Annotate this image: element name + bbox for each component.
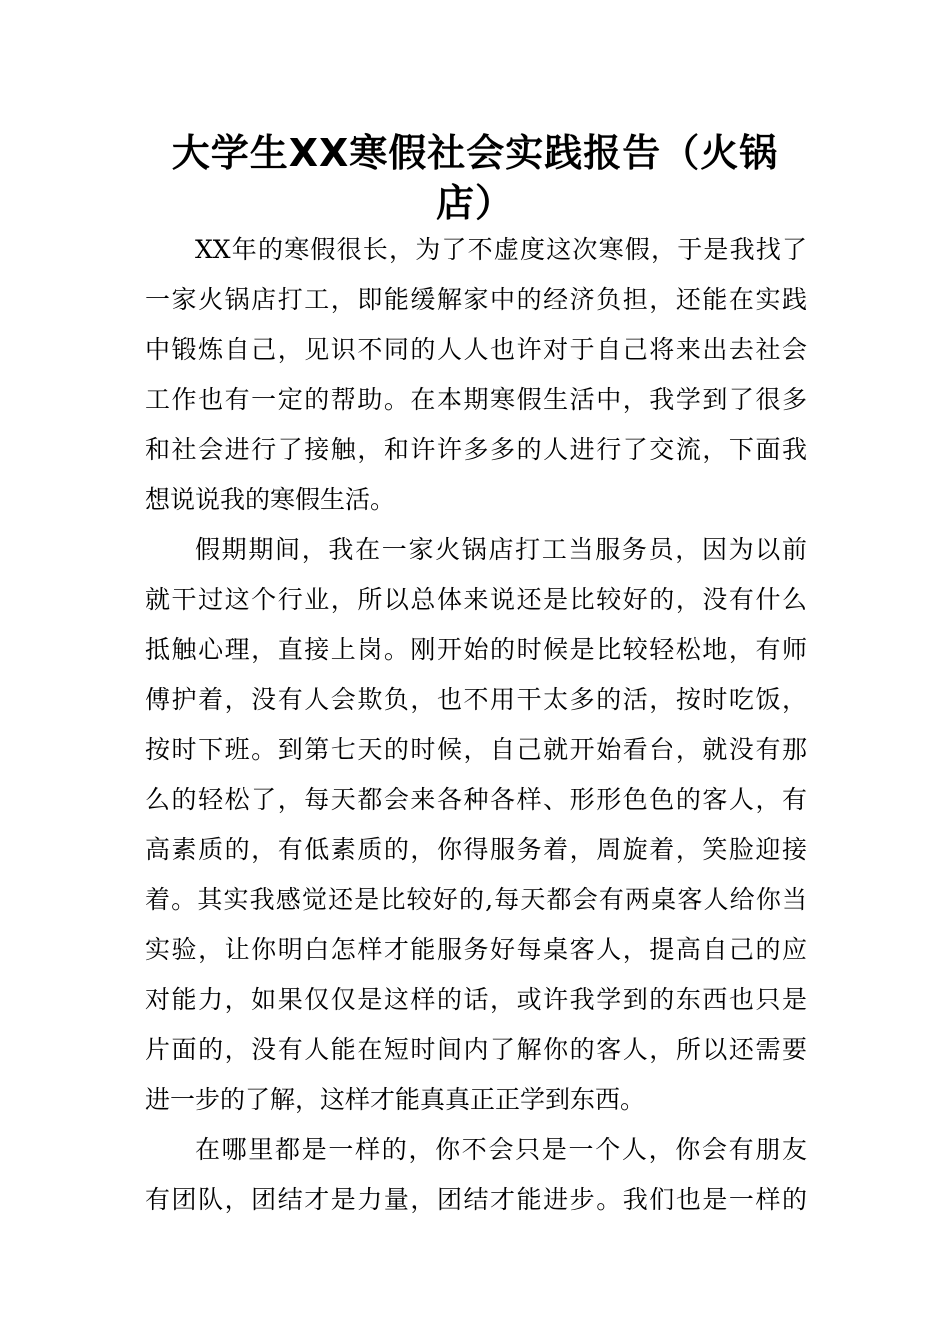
paragraph-2-line: 高素质的，有低素质的，你得服务着，周旋着，笑脸迎接 — [145, 835, 807, 864]
paragraph-2-line: 么的轻松了，每天都会来各种各样、形形色色的客人，有 — [145, 785, 807, 814]
paragraph-2-line: 就干过这个行业，所以总体来说还是比较好的，没有什么 — [145, 585, 807, 614]
paragraph-1-line: 想说说我的寒假生活。 — [145, 485, 396, 514]
paragraph-2-line: 傅护着，没有人会欺负，也不用干太多的活，按时吃饭， — [145, 685, 807, 714]
paragraph-1-line: 工作也有一定的帮助。在本期寒假生活中，我学到了很多 — [145, 385, 807, 414]
title-line-2: 店） — [435, 181, 514, 225]
title-line-1: 大学生XX寒假社会实践报告（火锅 — [171, 131, 779, 175]
paragraph-2-line: 按时下班。到第七天的时候，自己就开始看台，就没有那 — [145, 735, 807, 764]
paragraph-3-line: 有团队，团结才是力量，团结才能进步。我们也是一样的 — [145, 1185, 807, 1214]
paragraph-2-line: 实验，让你明白怎样才能服务好每桌客人，提高自己的应 — [145, 935, 807, 964]
paragraph-1-line: 中锻炼自己，见识不同的人人也许对于自己将来出去社会 — [145, 335, 807, 364]
paragraph-2-line: 对能力，如果仅仅是这样的话，或许我学到的东西也只是 — [145, 985, 807, 1014]
paragraph-1-line: XX年的寒假很长，为了不虚度这次寒假，于是我找了 — [195, 235, 807, 264]
paragraph-2-line: 片面的，没有人能在短时间内了解你的客人，所以还需要 — [145, 1035, 807, 1064]
document-title — [140, 128, 810, 228]
paragraph-3-line: 在哪里都是一样的，你不会只是一个人，你会有朋友 — [195, 1135, 807, 1164]
paragraph-1-line: 和社会进行了接触，和许许多多的人进行了交流，下面我 — [145, 435, 807, 464]
paragraph-2-line: 着。其实我感觉还是比较好的,每天都会有两桌客人给你当 — [145, 885, 807, 914]
paragraph-2-line: 抵触心理，直接上岗。刚开始的时候是比较轻松地，有师 — [145, 635, 807, 664]
document-body — [145, 225, 807, 1225]
paragraph-2-line: 进一步的了解，这样才能真真正正学到东西。 — [145, 1085, 646, 1114]
paragraph-1-line: 一家火锅店打工，即能缓解家中的经济负担，还能在实践 — [145, 285, 807, 314]
paragraph-2-line: 假期期间，我在一家火锅店打工当服务员，因为以前 — [195, 535, 807, 564]
